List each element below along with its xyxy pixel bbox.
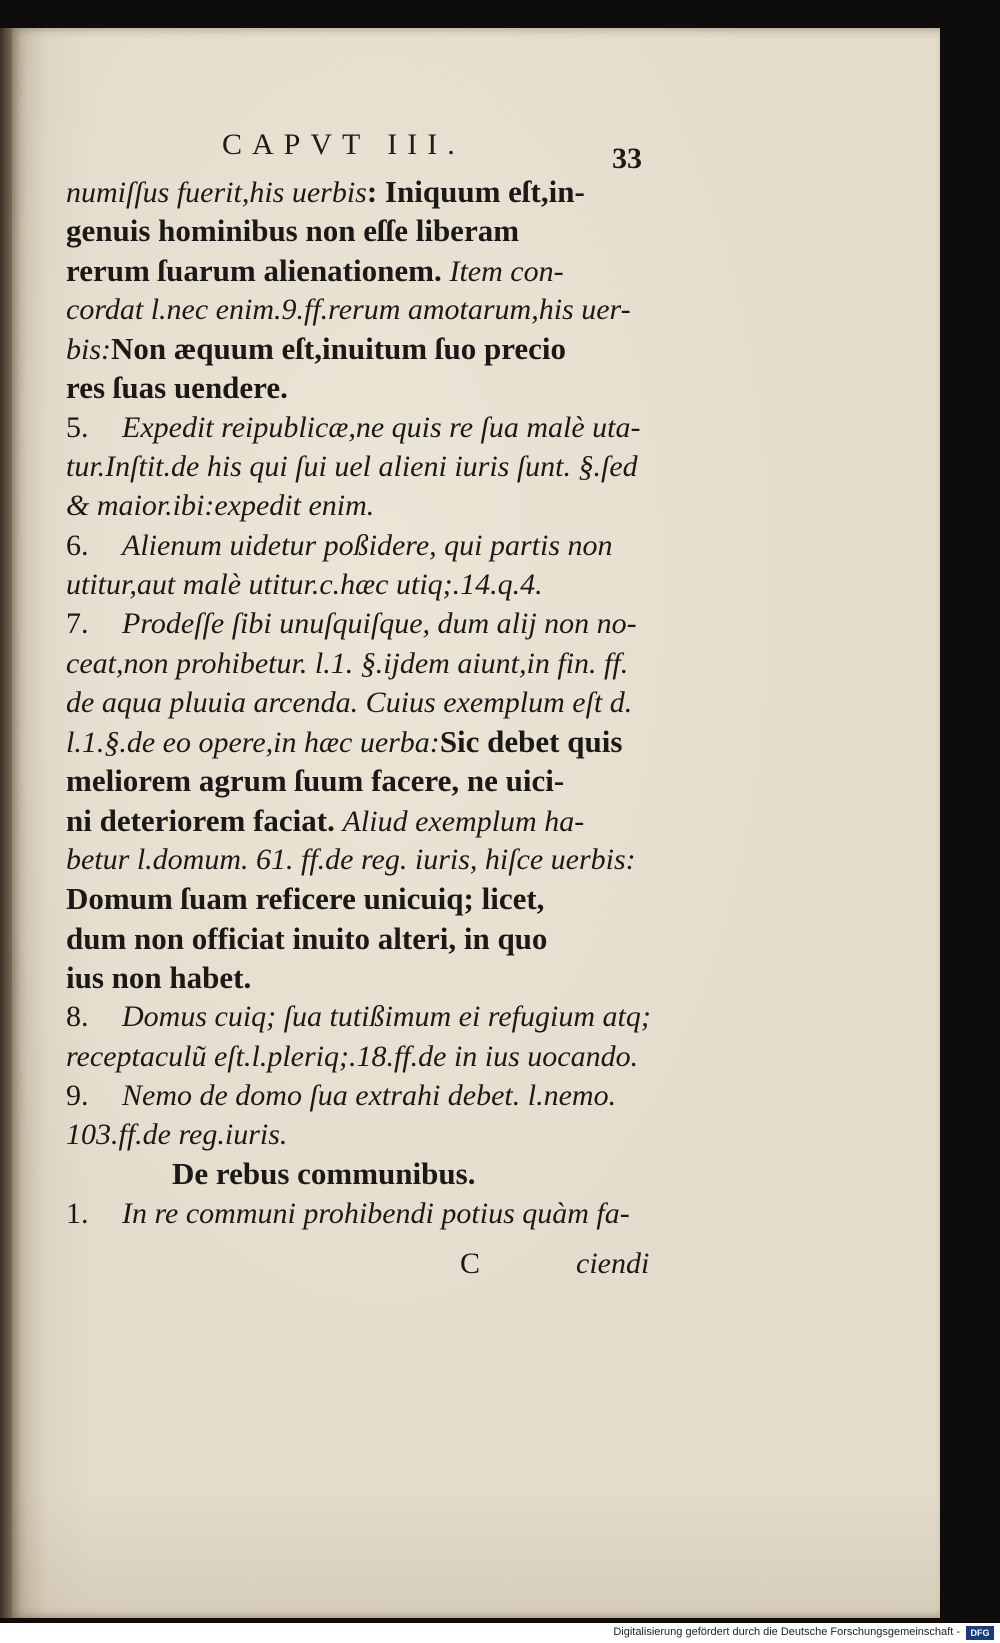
italic-text: utitur,aut malè utitur.c.hæc utiq;.14.q.4. [66, 567, 543, 601]
italic-text: bis: [66, 333, 111, 367]
italic-text: Expedit reipublicæ,ne quis re ſua malè uta- [122, 410, 641, 444]
italic-text: de aqua pluuia arcenda. Cuius exemplum eſt d. [66, 685, 633, 719]
text-line [66, 1037, 656, 1076]
page-number: 33 [612, 142, 642, 175]
dfg-logo: DFG [966, 1626, 994, 1640]
italic-text: numiſſus fuerit,his uerbis [66, 176, 367, 209]
text-line [66, 761, 656, 800]
rule-number: 8. [66, 1000, 89, 1034]
running-head: CAPVT III. [222, 128, 465, 161]
digitization-footer [0, 1623, 1000, 1643]
italic-text: 103.ff.de reg.iuris. [66, 1118, 288, 1152]
catchword: ciendi [576, 1247, 650, 1280]
funding-credit: Digitalisierung gefördert durch die Deutsche Forschungsgemeinschaft - [613, 1626, 960, 1638]
roman-text: genuis hominibus non eſſe liberam [66, 213, 520, 249]
rule-number: 6. [66, 528, 89, 562]
text-line [66, 683, 656, 722]
text-line [66, 919, 656, 958]
italic-text: receptaculũ eſt.l.pleriq;.18.ff.de in ius uocando. [66, 1039, 639, 1073]
text-line [66, 722, 656, 761]
roman-text: res ſuas uendere. [66, 370, 288, 406]
italic-text: & maior.ibi:expedit enim. [66, 489, 375, 523]
italic-text: l.1.§.de eo opere,in hæc uerba: [66, 726, 440, 760]
roman-text: dum non officiat inuito alteri, in quo [66, 920, 548, 956]
text-line [66, 801, 656, 840]
text-block [66, 172, 656, 1233]
roman-text: : Iniquum eſt,in- [366, 174, 585, 209]
italic-text: Aliud exemplum ha- [342, 804, 585, 838]
italic-text: Item con- [449, 254, 564, 288]
text-line [66, 486, 656, 525]
text-line [66, 447, 656, 486]
italic-text: Nemo de domo ſua extrahi debet. l.nemo. [122, 1078, 617, 1112]
italic-text: Domus cuiq; ſua tutißimum ei refugium atq; [122, 1000, 651, 1034]
roman-text: ni deteriorem faciat. [66, 802, 343, 838]
text-line [66, 329, 656, 368]
page-foot [66, 1247, 656, 1287]
text-line [66, 1194, 656, 1233]
text-line [66, 840, 656, 879]
italic-text: betur l.domum. 61. ff.de reg. iuris, hiſce uerbis: [66, 843, 636, 877]
rule-number: 1. [66, 1196, 89, 1230]
roman-text: Sic debet quis [439, 724, 623, 760]
text-line [66, 211, 656, 250]
text-line [66, 526, 656, 565]
italic-text: ceat,non prohibetur. l.1. §.ijdem aiunt,in fin. ff. [66, 646, 629, 680]
rule-number: 5. [66, 410, 89, 444]
text-line [66, 879, 656, 918]
text-line [66, 565, 656, 604]
section-heading: De rebus communibus. [172, 1156, 476, 1192]
text-line [66, 408, 656, 447]
text-line [66, 997, 656, 1036]
italic-text: cordat l.nec enim.9.ff.rerum amotarum,his uer- [66, 292, 631, 326]
roman-text: ius non habet. [66, 959, 252, 995]
text-line [66, 251, 656, 290]
roman-text: meliorem agrum ſuum facere, ne uici- [66, 763, 565, 799]
italic-text: tur.Inſtit.de his qui ſui uel alieni iuris ſunt. §.ſed [66, 450, 638, 484]
roman-text: Non æquum eſt,inuitum ſuo precio [111, 331, 567, 367]
text-line [66, 368, 656, 407]
text-line [66, 172, 656, 211]
italic-text: Alienum uidetur poßidere, qui partis non [122, 528, 613, 562]
text-line [66, 604, 656, 643]
signature-mark: C [460, 1247, 481, 1280]
text-line [66, 644, 656, 683]
italic-text: Prodeſſe ſibi unuſquiſque, dum alij non no- [122, 607, 637, 641]
text-line [66, 290, 656, 329]
rule-number: 7. [66, 607, 89, 641]
roman-text: rerum ſuarum alienationem. [66, 252, 450, 288]
text-line [66, 1115, 656, 1154]
book-spine-edge [0, 28, 12, 1618]
roman-text: Domum ſuam reficere unicuiq; licet, [66, 881, 545, 917]
text-line [66, 1076, 656, 1115]
italic-text: In re communi prohibendi potius quàm fa- [122, 1196, 630, 1230]
text-line [66, 958, 656, 997]
rule-number: 9. [66, 1078, 89, 1112]
